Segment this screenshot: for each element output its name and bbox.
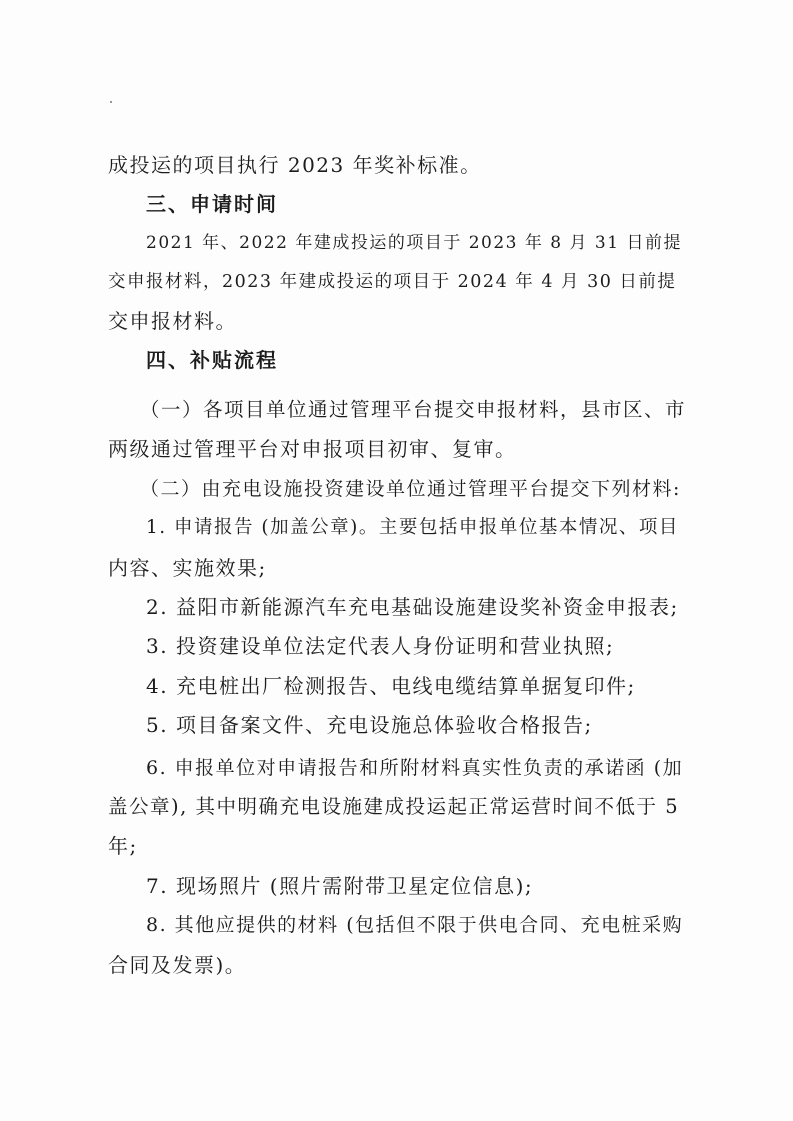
list-item: 1. 申请报告 (加盖公章)。主要包括申报单位基本情况、项目 bbox=[146, 517, 679, 538]
list-item: 7. 现场照片 (照片需附带卫星定位信息); bbox=[146, 874, 534, 898]
list-item-continuation: 年; bbox=[108, 834, 138, 858]
list-item: 5. 项目备案文件、充电设施总体验收合格报告; bbox=[146, 713, 593, 737]
paragraph-line: （一）各项目单位通过管理平台提交申报材料，县市区、市 bbox=[140, 398, 687, 421]
section-heading-application-time: 三、申请时间 bbox=[146, 192, 278, 216]
scan-speck bbox=[110, 101, 112, 103]
paragraph-line: 交申报材料，2023 年建成投运的项目于 2024 年 4 月 30 日前提 bbox=[108, 272, 677, 292]
paragraph-line: 2021 年、2022 年建成投运的项目于 2023 年 8 月 31 日前提 bbox=[146, 233, 682, 253]
list-item-continuation: 盖公章), 其中明确充电设施建成投运起正常运营时间不低于 5 bbox=[108, 795, 680, 818]
section-heading-subsidy-process: 四、补贴流程 bbox=[146, 348, 278, 372]
list-item: 8. 其他应提供的材料 (包括但不限于供电合同、充电桩采购 bbox=[146, 914, 684, 936]
list-item: 2. 益阳市新能源汽车充电基础设施建设奖补资金申报表; bbox=[146, 595, 679, 619]
list-item-continuation: 合同及发票)。 bbox=[108, 953, 247, 977]
paragraph-line: （二）由充电设施投资建设单位通过管理平台提交下列材料: bbox=[140, 478, 681, 500]
paragraph-line: 交申报材料。 bbox=[108, 309, 237, 333]
paragraph-line: 两级通过管理平台对申报项目初审、复审。 bbox=[108, 437, 517, 461]
list-item: 4. 充电桩出厂检测报告、电线电缆结算单据复印件; bbox=[146, 674, 636, 698]
list-item: 3. 投资建设单位法定代表人身份证明和营业执照; bbox=[146, 634, 615, 658]
list-item-continuation: 内容、实施效果; bbox=[108, 556, 267, 580]
paragraph-line: 成投运的项目执行 2023 年奖补标准。 bbox=[108, 153, 482, 177]
list-item: 6. 申报单位对申请报告和所附材料真实性负责的承诺函 (加 bbox=[146, 757, 684, 779]
